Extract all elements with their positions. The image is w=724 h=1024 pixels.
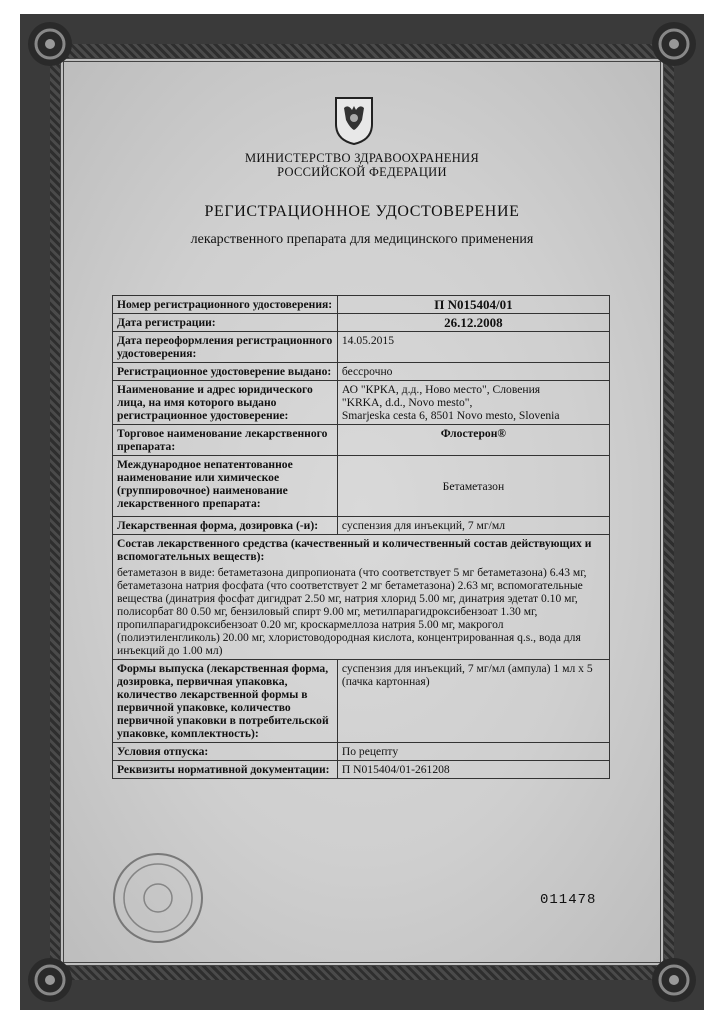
certificate-subtitle: лекарственного препарата для медицинского применения <box>190 232 534 247</box>
ornament-corner-icon <box>646 16 702 72</box>
certificate-title: РЕГИСТРАЦИОННОЕ УДОСТОВЕРЕНИЕ <box>204 203 520 220</box>
row-label: Формы выпуска (лекарственная форма, дозировка, первичная упаковка, количество лекарственной формы в первичной упаковке, количество первичной упаковки в потребительской упаковке, комплектность): <box>113 660 338 743</box>
table-row <box>113 743 610 761</box>
holder-address <box>337 381 609 425</box>
table-row <box>113 660 610 743</box>
composition-cell <box>113 535 610 660</box>
table-row <box>113 296 610 314</box>
table-row <box>113 761 610 779</box>
ornament-corner-icon <box>22 16 78 72</box>
ornament-corner-icon <box>22 952 78 1008</box>
release-forms: суспензия для инъекций, 7 мг/мл (ампула) 1 мл х 5 (пачка картонная) <box>337 660 609 743</box>
table-row <box>113 332 610 363</box>
row-label: Международное непатентованное наименование или химическое (группировочное) наименование лекарственного препарата: <box>113 456 338 517</box>
ornament-corner-icon <box>646 952 702 1008</box>
validity-term: бессрочно <box>337 363 609 381</box>
table-row <box>113 456 610 517</box>
registration-date: 26.12.2008 <box>337 314 609 332</box>
serial-number: 011478 <box>540 892 597 908</box>
coat-of-arms-icon <box>330 94 378 146</box>
holder-street: Smarjeska cesta 6, 8501 Novo mesto, Slovenia <box>341 409 560 422</box>
table-row <box>113 535 610 660</box>
table-row <box>113 363 610 381</box>
registration-number: П N015404/01 <box>337 296 609 314</box>
row-label: Дата переоформления регистрационного удостоверения: <box>113 332 338 363</box>
composition-text: бетаметазон в виде: бетаметазона дипропионата (что соответствует 5 мг бетаметазона) 6.43 мг, бетаметазона натрия фосфата (что соответствует 2 мг бетаметазона) 2.63 мг, вспомогательные вещества (динатрия фосфат дигидрат 2.50 мг, натрия хлорид 5.00 мг, динатрия эдетат 0.10 мг, полисорбат 80 0.50 мг, бензиловый спирт 9.00 мг, метилпарагидроксибензоат 1.30 мг, пропилпарагидроксибензоат 0.20 мг, кроскармеллоза натрия 5.00 мг, макрогол (полиэтиленгликоль) 20.00 мг, хлористоводородная кислота, концентрированная q.s., вода для инъекций до 1.00 мл) <box>117 566 587 657</box>
table-row <box>113 381 610 425</box>
row-label: Номер регистрационного удостоверения: <box>113 296 338 314</box>
normative-document: П N015404/01-261208 <box>337 761 609 779</box>
composition-heading: Состав лекарственного средства (качественный и количественный состав действующих и вспомогательных веществ): <box>117 537 592 563</box>
registration-table <box>112 295 610 779</box>
holder-name-ru: АО "КРКА, д.д., Ново место", Словения <box>341 383 541 396</box>
dispensing-conditions: По рецепту <box>337 743 609 761</box>
row-label: Регистрационное удостоверение выдано: <box>113 363 338 381</box>
row-label: Лекарственная форма, дозировка (-и): <box>113 517 338 535</box>
row-label: Реквизиты нормативной документации: <box>113 761 338 779</box>
holder-name-en: "KRKA, d.d., Novo mesto", <box>341 396 473 409</box>
reissue-date: 14.05.2015 <box>337 332 609 363</box>
row-label: Условия отпуска: <box>113 743 338 761</box>
dosage-form: суспензия для инъекций, 7 мг/мл <box>337 517 609 535</box>
row-label: Дата регистрации: <box>113 314 338 332</box>
table-row <box>113 314 610 332</box>
ministry-line-2: РОССИЙСКОЙ ФЕДЕРАЦИИ <box>277 165 447 179</box>
row-label: Торговое наименование лекарственного препарата: <box>113 425 338 456</box>
table-row <box>113 517 610 535</box>
trade-name: Флостерон® <box>337 425 609 456</box>
table-row <box>113 425 610 456</box>
row-label: Наименование и адрес юридического лица, на имя которого выдано регистрационное удостоверение: <box>113 381 338 425</box>
inn-name: Бетаметазон <box>337 456 609 517</box>
ministry-line-1: МИНИСТЕРСТВО ЗДРАВООХРАНЕНИЯ <box>244 151 480 165</box>
round-stamp-icon <box>110 850 206 946</box>
